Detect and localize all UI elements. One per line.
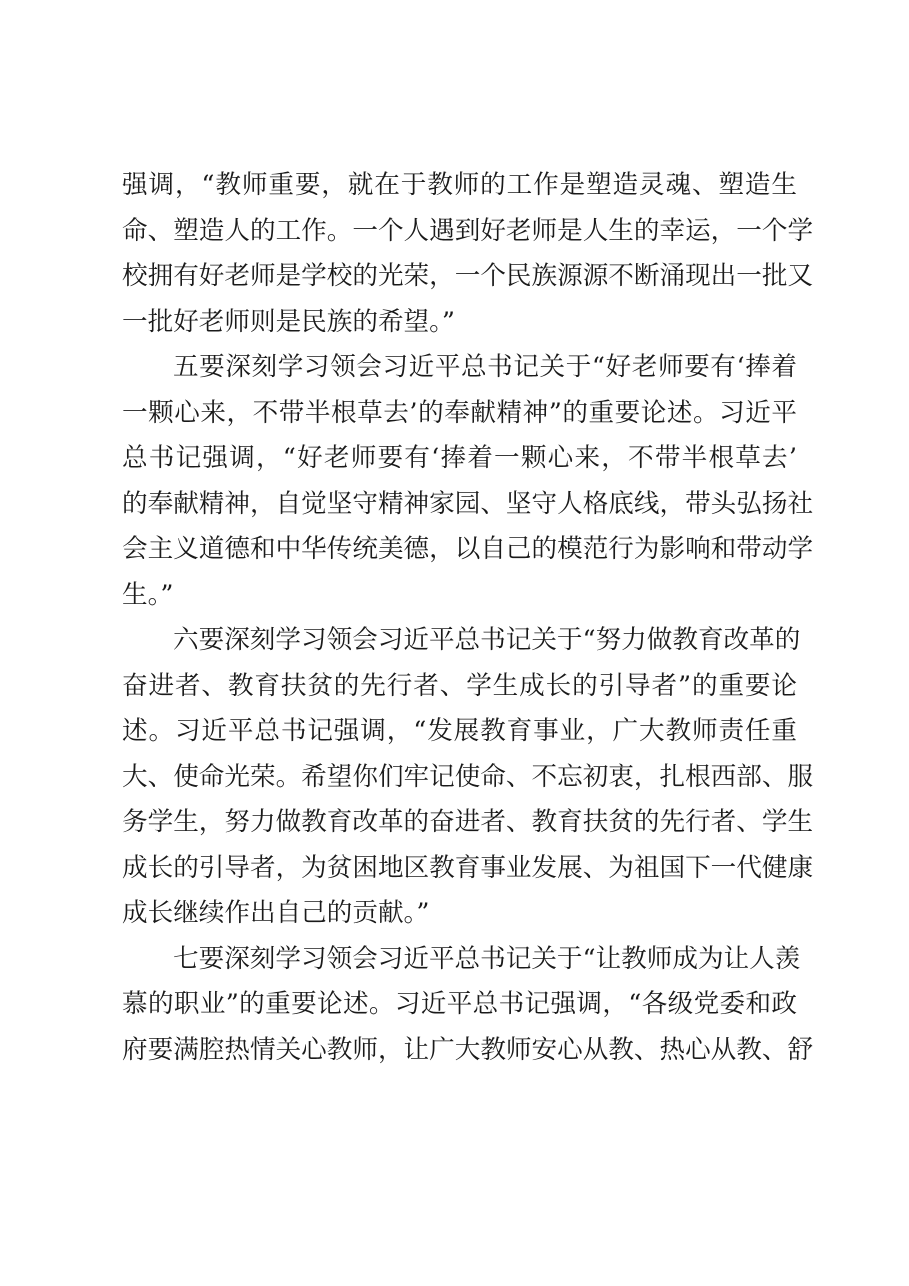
text-line: 一批好老师则是民族的希望。” — [122, 306, 456, 337]
text-line: 命、塑造人的工作。一个人遇到好老师是人生的幸运，一个学 — [122, 215, 814, 246]
text-line: 成长的引导者，为贫困地区教育事业发展、为祖国下一代健康 — [122, 852, 814, 883]
text-line: 务学生，努力做教育改革的奋进者、教育扶贫的先行者、学生 — [122, 807, 814, 837]
text-line: 大、使命光荣。希望你们牢记使命、不忘初衷，扎根西部、服 — [122, 761, 814, 792]
paragraph-first-line: 七要深刻学习领会习近平总书记关于“让教师成为让人羡 — [173, 943, 801, 974]
text-line: 奋进者、教育扶贫的先行者、学生成长的引导者”的重要论 — [122, 670, 797, 701]
text-line: 校拥有好老师是学校的光荣，一个民族源源不断涌现出一批又 — [122, 261, 814, 291]
text-line: 府要满腔热情关心教师，让广大教师安心从教、热心从教、舒 — [122, 1034, 814, 1065]
text-line: 总书记强调，“好老师要有‘捧着一颗心来，不带半根草去’ — [122, 443, 797, 473]
document-body-text — [122, 163, 814, 1073]
text-line: 生。” — [122, 579, 174, 610]
text-line: 的奉献精神，自觉坚守精神家园、坚守人格底线，带头弘扬社 — [122, 488, 814, 519]
paragraph-first-line: 五要深刻学习领会习近平总书记关于“好老师要有‘捧着 — [173, 352, 797, 382]
text-line: 强调，“教师重要，就在于教师的工作是塑造灵魂、塑造生 — [122, 170, 797, 200]
text-line: 述。习近平总书记强调，“发展教育事业，广大教师责任重 — [122, 716, 797, 746]
text-line: 成长继续作出自己的贡献。” — [122, 898, 430, 928]
text-line: 慕的职业”的重要论述。习近平总书记强调，“各级党委和政 — [122, 989, 797, 1019]
paragraph-first-line: 六要深刻学习领会习近平总书记关于“努力做教育改革的 — [173, 625, 801, 655]
text-line: 会主义道德和中华传统美德，以自己的模范行为影响和带动学 — [122, 534, 814, 564]
text-line: 一颗心来，不带半根草去’的奉献精神”的重要论述。习近平 — [122, 397, 797, 428]
